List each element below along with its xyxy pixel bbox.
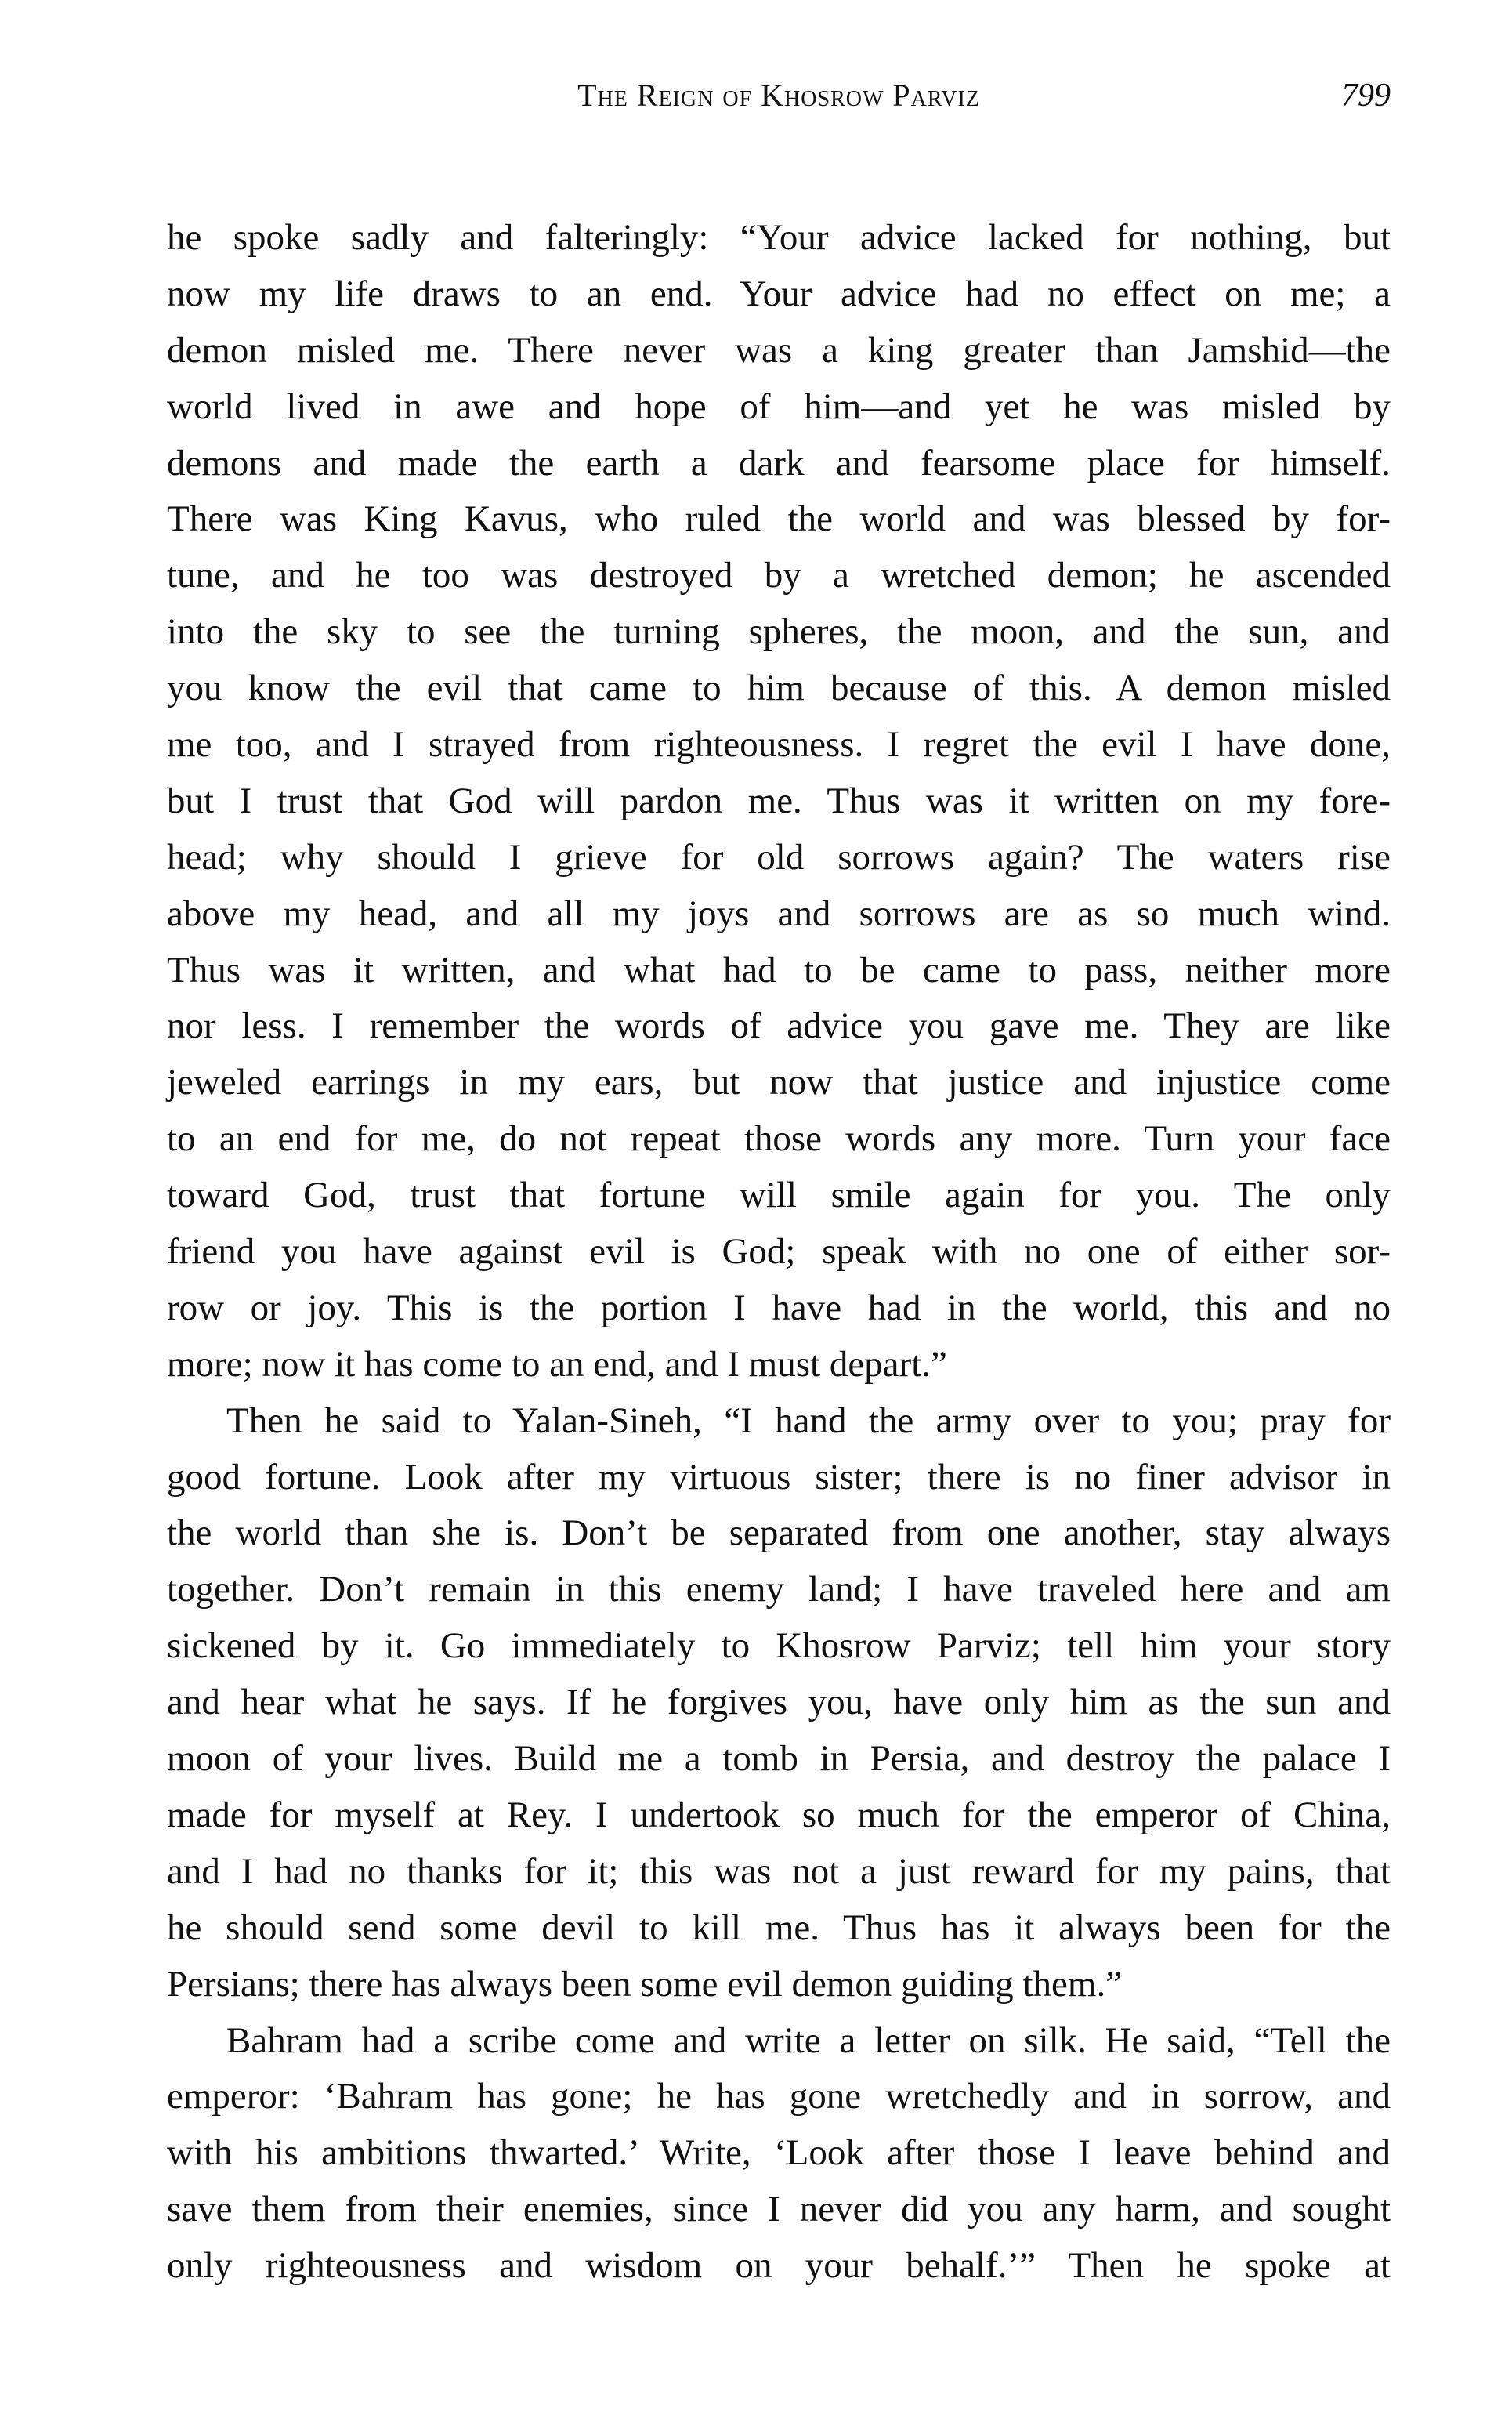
text-line: together. Don’t remain in this enemy land; I have traveled here and am — [167, 1569, 1391, 1610]
text-line: to an end for me, do not repeat those words any more. Turn your face — [167, 1118, 1391, 1160]
running-title: The Reign of Khosrow Parviz — [577, 78, 980, 113]
text-line: demons and made the earth a dark and fearsome place for himself. — [167, 442, 1391, 484]
text-line: Bahram had a scribe come and write a letter on silk. He said, “Tell the — [226, 2019, 1391, 2061]
paragraph-1 — [167, 210, 1391, 1393]
text-line: head; why should I grieve for old sorrows again? The waters rise — [167, 836, 1391, 878]
text-line: There was King Kavus, who ruled the world and was blessed by for- — [167, 498, 1391, 540]
text-line: he spoke sadly and falteringly: “Your advice lacked for nothing, but — [167, 217, 1391, 258]
text-line: now my life draws to an end. Your advice had no effect on me; a — [167, 273, 1391, 314]
text-line: nor less. I remember the words of advice you gave me. They are like — [167, 1005, 1391, 1047]
text-line: he should send some devil to kill me. Thus has it always been for the — [167, 1907, 1391, 1948]
text-line: world lived in awe and hope of him—and yet he was misled by — [167, 386, 1391, 427]
text-line: emperor: ‘Bahram has gone; he has gone wretchedly and in sorrow, and — [167, 2076, 1391, 2117]
text-line: and I had no thanks for it; this was not a just reward for my pains, that — [167, 1850, 1391, 1892]
text-line: me too, and I strayed from righteousness. I regret the evil I have done, — [167, 724, 1391, 766]
text-line: tune, and he too was destroyed by a wretched demon; he ascended — [167, 555, 1391, 596]
body-text — [167, 210, 1391, 2294]
text-line: jeweled earrings in my ears, but now that justice and injustice come — [167, 1062, 1391, 1103]
text-line: save them from their enemies, since I never did you any harm, and sought — [167, 2189, 1391, 2230]
text-line: the world than she is. Don’t be separated from one another, stay always — [167, 1512, 1391, 1554]
text-line: Then he said to Yalan-Sineh, “I hand the army over to you; pray for — [226, 1400, 1391, 1441]
text-line: moon of your lives. Build me a tomb in Persia, and destroy the palace I — [167, 1738, 1391, 1780]
text-line: but I trust that God will pardon me. Thus was it written on my fore- — [167, 780, 1391, 821]
page-number: 799 — [1341, 78, 1391, 114]
running-head — [167, 72, 1391, 119]
text-line: Persians; there has always been some evil demon guiding them.” — [167, 1963, 1123, 2005]
text-line: you know the evil that came to him because of this. A demon misled — [167, 668, 1391, 709]
text-line: and hear what he says. If he forgives you, have only him as the sun and — [167, 1682, 1391, 1723]
text-line: above my head, and all my joys and sorrows are as so much wind. — [167, 893, 1391, 934]
paragraph-3 — [167, 2013, 1391, 2294]
text-line: more; now it has come to an end, and I must depart.” — [167, 1343, 947, 1385]
text-line: demon misled me. There never was a king greater than Jamshid—the — [167, 329, 1391, 371]
text-line: row or joy. This is the portion I have had in the world, this and no — [167, 1287, 1391, 1328]
paragraph-2 — [167, 1393, 1391, 2013]
text-line: toward God, trust that fortune will smile again for you. The only — [167, 1175, 1391, 1216]
text-line: made for myself at Rey. I undertook so much for the emperor of China, — [167, 1794, 1391, 1835]
text-line: with his ambitions thwarted.’ Write, ‘Look after those I leave behind and — [167, 2132, 1391, 2174]
text-line: into the sky to see the turning spheres, the moon, and the sun, and — [167, 611, 1391, 653]
text-line: sickened by it. Go immediately to Khosrow Parviz; tell him your story — [167, 1625, 1391, 1667]
text-line: Thus was it written, and what had to be came to pass, neither more — [167, 949, 1391, 991]
text-line: only righteousness and wisdom on your behalf.’” Then he spoke at — [167, 2245, 1391, 2287]
text-line: friend you have against evil is God; speak with no one of either sor- — [167, 1231, 1391, 1273]
text-line: good fortune. Look after my virtuous sister; there is no finer advisor in — [167, 1456, 1391, 1498]
